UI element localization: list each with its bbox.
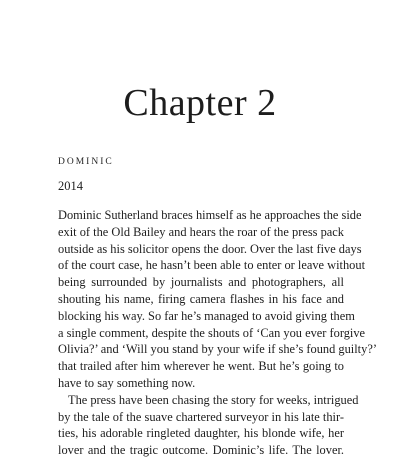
narrator-heading: DOMINIC xyxy=(58,157,114,167)
text-line: that trailed after him wherever he went. But he’s going to xyxy=(58,359,344,374)
paragraph-1 xyxy=(58,207,377,392)
text-line: exit of the Old Bailey and hears the roar of the press pack xyxy=(58,224,344,239)
text-line: of the court case, he hasn’t been able to enter or leave without xyxy=(58,258,366,273)
text-line: a single comment, despite the shouts of ‘Can you ever forgive xyxy=(58,325,366,340)
text-line: shouting his name, firing camera flashes in his face and xyxy=(58,291,344,306)
text-line: Olivia?’ and ‘Will you stand by your wife if she’s found guilty?’ xyxy=(58,342,377,357)
text-line: The press have been chasing the story for weeks, intrigued xyxy=(68,392,359,407)
text-line: being surrounded by journalists and photographers, all xyxy=(58,275,344,290)
chapter-title: Chapter 2 xyxy=(123,82,277,124)
text-line: ties, his adorable ringleted daughter, his blonde wife, her xyxy=(58,426,344,441)
text-line: Dominic Sutherland braces himself as he approaches the side xyxy=(58,208,362,222)
text-line: have to say something now. xyxy=(58,375,196,390)
paragraph-2 xyxy=(58,392,359,459)
text-line: lover and the tragic outcome. Dominic’s life. The lover. xyxy=(58,443,344,458)
text-line: outside as his solicitor opens the door. Over the last five days xyxy=(58,241,362,256)
section-year: 2014 xyxy=(58,179,83,193)
text-line: blocking his way. So far he’s managed to avoid giving them xyxy=(58,308,355,323)
text-line: by the tale of the suave chartered surveyor in his late thir- xyxy=(58,409,344,424)
body-text xyxy=(58,207,377,459)
